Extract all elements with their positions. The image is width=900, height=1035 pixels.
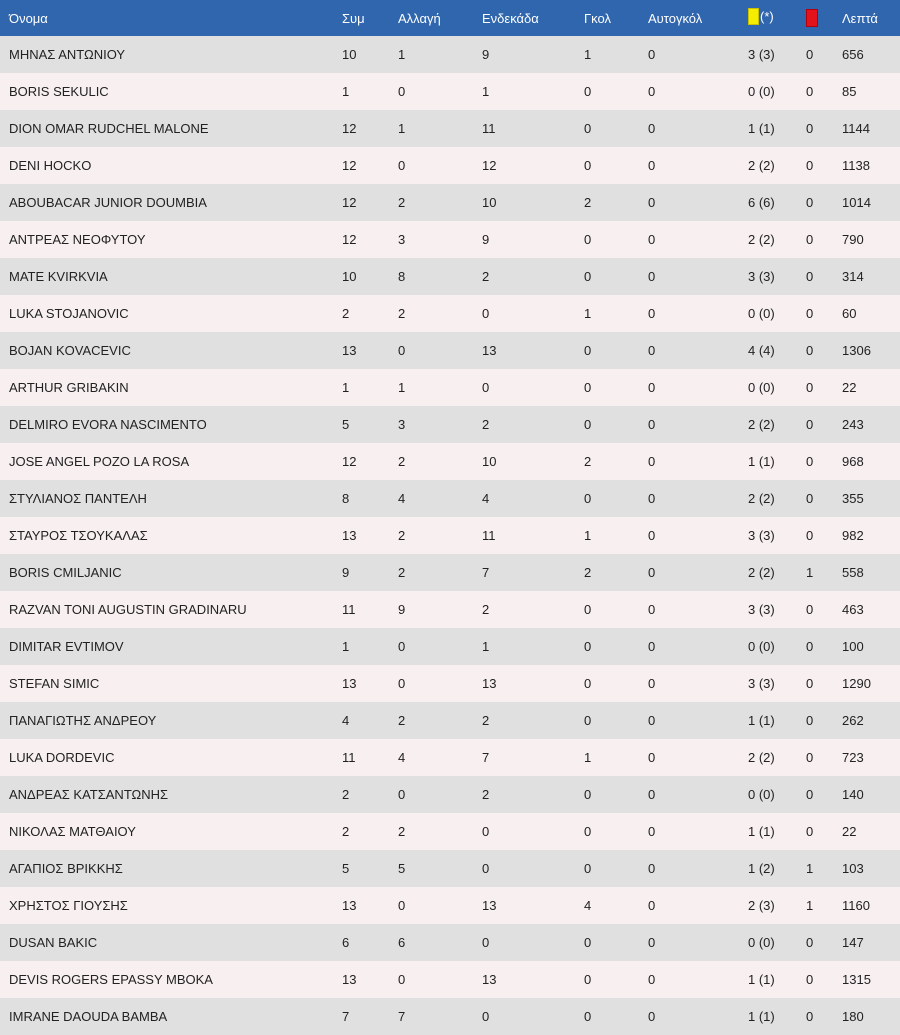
yellow-cards-cell: 2 (2)	[748, 232, 775, 247]
yellow-cards-cell: 6 (6)	[748, 195, 775, 210]
player-name-cell[interactable]: DUSAN BAKIC	[9, 935, 98, 950]
own-goals-cell: 0	[648, 417, 656, 432]
appearances-cell: 1	[342, 639, 350, 654]
table-row	[0, 36, 900, 73]
substitutions-cell: 0	[398, 787, 406, 802]
yellow-cards-suffix: (*)	[760, 9, 774, 24]
substitutions-cell: 0	[398, 898, 406, 913]
minutes-cell: 1315	[842, 972, 871, 987]
substitutions-cell: 0	[398, 972, 406, 987]
minutes-cell: 22	[842, 380, 857, 395]
yellow-cards-cell: 4 (4)	[748, 343, 775, 358]
goals-cell: 0	[584, 491, 592, 506]
minutes-cell: 85	[842, 84, 857, 99]
column-header-apps[interactable]: Συμ	[342, 10, 365, 26]
substitutions-cell: 0	[398, 639, 406, 654]
red-cards-cell: 0	[806, 713, 814, 728]
own-goals-cell: 0	[648, 528, 656, 543]
table-row	[0, 443, 900, 480]
column-header-own-goals[interactable]: Αυτογκόλ	[648, 10, 703, 26]
substitutions-cell: 7	[398, 1009, 406, 1024]
starts-cell: 2	[482, 713, 490, 728]
substitutions-cell: 2	[398, 713, 406, 728]
table-row	[0, 813, 900, 850]
appearances-cell: 2	[342, 306, 350, 321]
starts-cell: 13	[482, 343, 497, 358]
substitutions-cell: 5	[398, 861, 406, 876]
substitutions-cell: 1	[398, 121, 406, 136]
red-cards-cell: 1	[806, 898, 814, 913]
appearances-cell: 5	[342, 861, 350, 876]
starts-cell: 0	[482, 861, 490, 876]
appearances-cell: 12	[342, 195, 357, 210]
substitutions-cell: 2	[398, 454, 406, 469]
appearances-cell: 8	[342, 491, 350, 506]
appearances-cell: 13	[342, 676, 357, 691]
appearances-cell: 2	[342, 787, 350, 802]
own-goals-cell: 0	[648, 306, 656, 321]
table-row	[0, 184, 900, 221]
goals-cell: 0	[584, 269, 592, 284]
starts-cell: 13	[482, 898, 497, 913]
substitutions-cell: 1	[398, 380, 406, 395]
red-cards-cell: 0	[806, 269, 814, 284]
substitutions-cell: 0	[398, 676, 406, 691]
yellow-cards-cell: 2 (2)	[748, 417, 775, 432]
goals-cell: 0	[584, 787, 592, 802]
starts-cell: 9	[482, 232, 490, 247]
yellow-cards-cell: 1 (1)	[748, 972, 775, 987]
own-goals-cell: 0	[648, 269, 656, 284]
minutes-cell: 180	[842, 1009, 864, 1024]
red-cards-cell: 0	[806, 935, 814, 950]
own-goals-cell: 0	[648, 47, 656, 62]
red-cards-cell: 0	[806, 528, 814, 543]
red-cards-cell: 0	[806, 491, 814, 506]
player-name-cell[interactable]: DELMIRO EVORA NASCIMENTO	[9, 417, 207, 432]
starts-cell: 11	[482, 121, 496, 136]
player-name-cell[interactable]: ΑΝΔΡΕΑΣ ΚΑΤΣΑΝΤΩΝΗΣ	[9, 787, 169, 802]
own-goals-cell: 0	[648, 935, 656, 950]
yellow-cards-cell: 3 (3)	[748, 528, 775, 543]
red-cards-cell: 0	[806, 639, 814, 654]
appearances-cell: 5	[342, 417, 350, 432]
starts-cell: 2	[482, 417, 490, 432]
own-goals-cell: 0	[648, 1009, 656, 1024]
goals-cell: 2	[584, 195, 592, 210]
appearances-cell: 1	[342, 84, 350, 99]
table-row	[0, 332, 900, 369]
yellow-card-icon	[748, 8, 759, 25]
red-cards-cell: 0	[806, 454, 814, 469]
goals-cell: 1	[584, 528, 592, 543]
own-goals-cell: 0	[648, 713, 656, 728]
starts-cell: 13	[482, 972, 497, 987]
own-goals-cell: 0	[648, 824, 656, 839]
red-cards-cell: 0	[806, 676, 814, 691]
column-header-goals[interactable]: Γκολ	[584, 10, 611, 26]
yellow-cards-cell: 0 (0)	[748, 84, 775, 99]
player-name-cell[interactable]: ΑΓΑΠΙΟΣ ΒΡΙΚΚΗΣ	[9, 861, 123, 876]
appearances-cell: 13	[342, 898, 357, 913]
red-cards-cell: 0	[806, 343, 814, 358]
minutes-cell: 262	[842, 713, 864, 728]
own-goals-cell: 0	[648, 602, 656, 617]
own-goals-cell: 0	[648, 232, 656, 247]
player-name-cell[interactable]: ΝΙΚΟΛΑΣ ΜΑΤΘΑΙΟΥ	[9, 824, 136, 839]
player-name-cell[interactable]: JOSE ANGEL POZO LA ROSA	[9, 454, 190, 469]
table-row	[0, 258, 900, 295]
substitutions-cell: 2	[398, 565, 406, 580]
appearances-cell: 13	[342, 528, 357, 543]
table-row	[0, 295, 900, 332]
goals-cell: 1	[584, 47, 592, 62]
minutes-cell: 1306	[842, 343, 871, 358]
table-row	[0, 221, 900, 258]
substitutions-cell: 4	[398, 491, 406, 506]
red-cards-cell: 1	[806, 565, 814, 580]
table-row	[0, 480, 900, 517]
red-cards-cell: 0	[806, 121, 814, 136]
minutes-cell: 103	[842, 861, 864, 876]
appearances-cell: 2	[342, 824, 350, 839]
column-header-name[interactable]: Όνομα	[9, 10, 48, 26]
appearances-cell: 13	[342, 972, 357, 987]
red-cards-cell: 0	[806, 750, 814, 765]
player-name-cell[interactable]: ΠΑΝΑΓΙΩΤΗΣ ΑΝΔΡΕΟΥ	[9, 713, 157, 728]
minutes-cell: 22	[842, 824, 857, 839]
table-row	[0, 739, 900, 776]
player-name-cell[interactable]: DEVIS ROGERS EPASSY MBOKA	[9, 972, 213, 987]
player-name-cell[interactable]: LUKA DORDEVIC	[9, 750, 115, 765]
minutes-cell: 147	[842, 935, 864, 950]
table-row	[0, 665, 900, 702]
starts-cell: 10	[482, 454, 497, 469]
red-cards-cell: 0	[806, 195, 814, 210]
player-name-cell[interactable]: IMRANE DAOUDA BAMBA	[9, 1009, 168, 1024]
minutes-cell: 1160	[842, 898, 870, 913]
table-body	[0, 36, 900, 1035]
player-name-cell[interactable]: ARTHUR GRIBAKIN	[9, 380, 129, 395]
table-row	[0, 628, 900, 665]
minutes-cell: 140	[842, 787, 864, 802]
yellow-cards-cell: 1 (1)	[748, 824, 775, 839]
goals-cell: 0	[584, 158, 592, 173]
own-goals-cell: 0	[648, 787, 656, 802]
appearances-cell: 12	[342, 232, 357, 247]
header-row	[0, 0, 900, 36]
yellow-cards-cell: 0 (0)	[748, 935, 775, 950]
red-cards-cell: 0	[806, 1009, 814, 1024]
appearances-cell: 12	[342, 454, 357, 469]
goals-cell: 0	[584, 861, 592, 876]
table-row	[0, 998, 900, 1035]
goals-cell: 0	[584, 343, 592, 358]
yellow-cards-cell: 1 (2)	[748, 861, 775, 876]
player-name-cell[interactable]: DION OMAR RUDCHEL MALONE	[9, 121, 209, 136]
starts-cell: 1	[482, 84, 490, 99]
minutes-cell: 463	[842, 602, 864, 617]
player-name-cell[interactable]: DIMITAR EVTIMOV	[9, 639, 124, 654]
minutes-cell: 790	[842, 232, 864, 247]
substitutions-cell: 0	[398, 343, 406, 358]
yellow-cards-cell: 0 (0)	[748, 787, 775, 802]
goals-cell: 1	[584, 306, 592, 321]
own-goals-cell: 0	[648, 454, 656, 469]
substitutions-cell: 3	[398, 232, 406, 247]
column-header-minutes[interactable]: Λεπτά	[842, 10, 878, 26]
table-row	[0, 517, 900, 554]
starts-cell: 7	[482, 750, 490, 765]
player-name-cell[interactable]: ΑΝΤΡΕΑΣ ΝΕΟΦΥΤΟΥ	[9, 232, 146, 247]
minutes-cell: 1290	[842, 676, 871, 691]
red-cards-cell: 0	[806, 824, 814, 839]
player-name-cell[interactable]: BORIS CMILJANIC	[9, 565, 122, 580]
own-goals-cell: 0	[648, 750, 656, 765]
yellow-cards-cell: 2 (2)	[748, 158, 775, 173]
appearances-cell: 1	[342, 380, 350, 395]
minutes-cell: 60	[842, 306, 857, 321]
substitutions-cell: 2	[398, 195, 406, 210]
goals-cell: 0	[584, 676, 592, 691]
minutes-cell: 243	[842, 417, 864, 432]
goals-cell: 0	[584, 972, 592, 987]
starts-cell: 2	[482, 602, 490, 617]
own-goals-cell: 0	[648, 491, 656, 506]
minutes-cell: 1138	[842, 158, 870, 173]
starts-cell: 0	[482, 935, 490, 950]
player-name-cell[interactable]: ΧΡΗΣΤΟΣ ΓΙΟΥΣΗΣ	[9, 898, 128, 913]
player-name-cell[interactable]: ΜΗΝΑΣ ΑΝΤΩΝΙΟΥ	[9, 47, 126, 62]
table-row	[0, 961, 900, 998]
starts-cell: 9	[482, 47, 490, 62]
substitutions-cell: 0	[398, 84, 406, 99]
minutes-cell: 968	[842, 454, 864, 469]
yellow-cards-cell: 0 (0)	[748, 380, 775, 395]
red-card-icon	[806, 9, 818, 27]
substitutions-cell: 2	[398, 528, 406, 543]
starts-cell: 1	[482, 639, 490, 654]
red-cards-cell: 0	[806, 306, 814, 321]
yellow-cards-cell: 2 (2)	[748, 750, 775, 765]
goals-cell: 2	[584, 565, 592, 580]
appearances-cell: 12	[342, 121, 357, 136]
yellow-cards-cell: 1 (1)	[748, 713, 775, 728]
table-row	[0, 406, 900, 443]
own-goals-cell: 0	[648, 972, 656, 987]
own-goals-cell: 0	[648, 565, 656, 580]
player-name-cell[interactable]: LUKA STOJANOVIC	[9, 306, 129, 321]
table-row	[0, 591, 900, 628]
goals-cell: 0	[584, 639, 592, 654]
red-cards-cell: 0	[806, 972, 814, 987]
starts-cell: 12	[482, 158, 497, 173]
red-cards-cell: 0	[806, 158, 814, 173]
yellow-cards-cell: 1 (1)	[748, 454, 775, 469]
minutes-cell: 100	[842, 639, 864, 654]
goals-cell: 2	[584, 454, 592, 469]
player-name-cell[interactable]: BORIS SEKULIC	[9, 84, 109, 99]
yellow-cards-cell: 1 (1)	[748, 121, 775, 136]
minutes-cell: 723	[842, 750, 864, 765]
table-row	[0, 73, 900, 110]
minutes-cell: 982	[842, 528, 864, 543]
minutes-cell: 314	[842, 269, 864, 284]
table-row	[0, 369, 900, 406]
starts-cell: 2	[482, 787, 490, 802]
red-cards-cell: 0	[806, 47, 814, 62]
own-goals-cell: 0	[648, 84, 656, 99]
goals-cell: 0	[584, 417, 592, 432]
yellow-cards-cell: 3 (3)	[748, 676, 775, 691]
own-goals-cell: 0	[648, 898, 656, 913]
goals-cell: 0	[584, 380, 592, 395]
goals-cell: 0	[584, 602, 592, 617]
red-cards-cell: 0	[806, 84, 814, 99]
player-name-cell[interactable]: RAZVAN TONI AUGUSTIN GRADINARU	[9, 602, 247, 617]
starts-cell: 11	[482, 528, 496, 543]
minutes-cell: 558	[842, 565, 864, 580]
player-name-cell[interactable]: STEFAN SIMIC	[9, 676, 100, 691]
yellow-cards-cell: 2 (3)	[748, 898, 775, 913]
starts-cell: 10	[482, 195, 497, 210]
own-goals-cell: 0	[648, 158, 656, 173]
red-cards-cell: 1	[806, 861, 814, 876]
starts-cell: 0	[482, 306, 490, 321]
starts-cell: 0	[482, 1009, 490, 1024]
starts-cell: 0	[482, 824, 490, 839]
yellow-cards-cell: 0 (0)	[748, 639, 775, 654]
appearances-cell: 9	[342, 565, 350, 580]
goals-cell: 0	[584, 232, 592, 247]
player-name-cell[interactable]: ΣΤΑΥΡΟΣ ΤΣΟΥΚΑΛΑΣ	[9, 528, 148, 543]
player-name-cell[interactable]: ABOUBACAR JUNIOR DOUMBIA	[9, 195, 207, 210]
column-header-red-cards[interactable]	[806, 0, 842, 36]
goals-cell: 0	[584, 84, 592, 99]
own-goals-cell: 0	[648, 195, 656, 210]
starts-cell: 2	[482, 269, 490, 284]
column-header-subs[interactable]: Αλλαγή	[398, 10, 441, 26]
table-row	[0, 702, 900, 739]
substitutions-cell: 9	[398, 602, 406, 617]
own-goals-cell: 0	[648, 343, 656, 358]
yellow-cards-cell: 1 (1)	[748, 1009, 775, 1024]
table-row	[0, 554, 900, 591]
own-goals-cell: 0	[648, 861, 656, 876]
appearances-cell: 13	[342, 343, 357, 358]
substitutions-cell: 0	[398, 158, 406, 173]
appearances-cell: 6	[342, 935, 350, 950]
yellow-cards-cell: 3 (3)	[748, 269, 775, 284]
appearances-cell: 4	[342, 713, 350, 728]
minutes-cell: 1014	[842, 195, 871, 210]
table-header	[0, 0, 900, 36]
player-name-cell[interactable]: MATE KVIRKVIA	[9, 269, 108, 284]
goals-cell: 0	[584, 1009, 592, 1024]
substitutions-cell: 6	[398, 935, 406, 950]
appearances-cell: 10	[342, 269, 357, 284]
substitutions-cell: 3	[398, 417, 406, 432]
table-row	[0, 924, 900, 961]
minutes-cell: 355	[842, 491, 864, 506]
table-row	[0, 776, 900, 813]
red-cards-cell: 0	[806, 380, 814, 395]
table-row	[0, 887, 900, 924]
column-header-starts[interactable]: Ενδεκάδα	[482, 10, 539, 26]
substitutions-cell: 1	[398, 47, 406, 62]
appearances-cell: 10	[342, 47, 357, 62]
goals-cell: 0	[584, 713, 592, 728]
own-goals-cell: 0	[648, 380, 656, 395]
goals-cell: 0	[584, 935, 592, 950]
own-goals-cell: 0	[648, 121, 656, 136]
starts-cell: 13	[482, 676, 497, 691]
appearances-cell: 11	[342, 750, 356, 765]
red-cards-cell: 0	[806, 232, 814, 247]
appearances-cell: 7	[342, 1009, 350, 1024]
substitutions-cell: 2	[398, 824, 406, 839]
yellow-cards-cell: 3 (3)	[748, 602, 775, 617]
appearances-cell: 11	[342, 602, 356, 617]
red-cards-cell: 0	[806, 787, 814, 802]
minutes-cell: 656	[842, 47, 864, 62]
appearances-cell: 12	[342, 158, 357, 173]
column-header-yellow-cards[interactable]	[748, 0, 806, 36]
minutes-cell: 1144	[842, 121, 870, 136]
substitutions-cell: 2	[398, 306, 406, 321]
yellow-cards-cell: 0 (0)	[748, 306, 775, 321]
player-name-cell[interactable]: BOJAN KOVACEVIC	[9, 343, 131, 358]
goals-cell: 4	[584, 898, 592, 913]
player-name-cell[interactable]: ΣΤΥΛΙΑΝΟΣ ΠΑΝΤΕΛΗ	[9, 491, 147, 506]
yellow-cards-cell: 3 (3)	[748, 47, 775, 62]
starts-cell: 4	[482, 491, 490, 506]
player-name-cell[interactable]: DENI HOCKO	[9, 158, 92, 173]
own-goals-cell: 0	[648, 639, 656, 654]
substitutions-cell: 4	[398, 750, 406, 765]
yellow-cards-cell: 2 (2)	[748, 565, 775, 580]
substitutions-cell: 8	[398, 269, 406, 284]
starts-cell: 7	[482, 565, 490, 580]
red-cards-cell: 0	[806, 417, 814, 432]
goals-cell: 0	[584, 824, 592, 839]
goals-cell: 1	[584, 750, 592, 765]
yellow-cards-cell: 2 (2)	[748, 491, 775, 506]
starts-cell: 0	[482, 380, 490, 395]
red-cards-cell: 0	[806, 602, 814, 617]
goals-cell: 0	[584, 121, 592, 136]
table-row	[0, 850, 900, 887]
table-row	[0, 147, 900, 184]
own-goals-cell: 0	[648, 676, 656, 691]
table-row	[0, 110, 900, 147]
